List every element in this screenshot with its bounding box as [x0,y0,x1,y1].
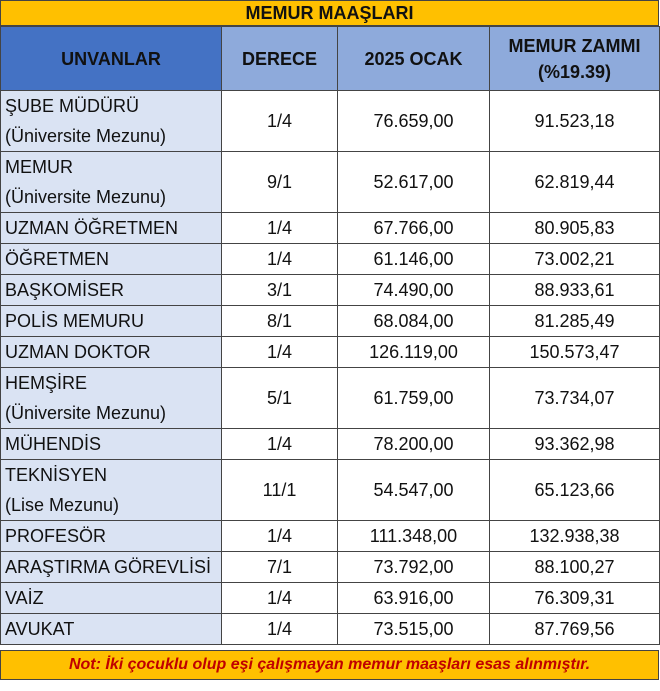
job-title: MEMUR [5,157,73,177]
raised-salary-cell: 73.002,21 [490,244,660,275]
table-row [1,460,660,521]
job-subtitle: (Üniversite Mezunu) [5,403,167,423]
job-title: MÜHENDİS [5,434,102,454]
salary-cell: 67.766,00 [338,213,490,244]
header-salary: 2025 OCAK [338,27,490,91]
grade-cell: 7/1 [222,552,338,583]
table-row [1,614,660,645]
job-title: UZMAN DOKTOR [5,342,151,362]
grade-cell: 1/4 [222,614,338,645]
job-title: VAİZ [5,588,44,608]
job-title: ŞUBE MÜDÜRÜ [5,96,140,116]
grade-cell: 9/1 [222,152,338,213]
job-title-cell [1,152,222,213]
table-row [1,337,660,368]
job-title-cell [1,460,222,521]
raised-salary-cell: 81.285,49 [490,306,660,337]
raised-salary-cell: 88.100,27 [490,552,660,583]
salary-cell: 126.119,00 [338,337,490,368]
raised-salary-cell: 150.573,47 [490,337,660,368]
header-raise-line2: (%19.39) [537,61,612,82]
job-title-cell [1,213,222,244]
salary-cell: 78.200,00 [338,429,490,460]
job-title-cell [1,521,222,552]
job-title: POLİS MEMURU [5,311,145,331]
job-title-cell [1,275,222,306]
job-title-cell [1,429,222,460]
table-row [1,583,660,614]
raised-salary-cell: 73.734,07 [490,368,660,429]
job-title-cell [1,337,222,368]
salary-cell: 52.617,00 [338,152,490,213]
sheet-title: MEMUR MAAŞLARI [0,0,659,26]
grade-cell: 5/1 [222,368,338,429]
grade-cell: 8/1 [222,306,338,337]
grade-cell: 3/1 [222,275,338,306]
job-title-cell [1,91,222,152]
table-row [1,306,660,337]
job-title-cell [1,368,222,429]
job-title-cell [1,614,222,645]
salary-cell: 54.547,00 [338,460,490,521]
header-title: UNVANLAR [1,27,222,91]
grade-cell: 1/4 [222,244,338,275]
salary-cell: 111.348,00 [338,521,490,552]
grade-cell: 1/4 [222,521,338,552]
raised-salary-cell: 132.938,38 [490,521,660,552]
salary-cell: 61.146,00 [338,244,490,275]
table-row [1,244,660,275]
raised-salary-cell: 80.905,83 [490,213,660,244]
raised-salary-cell: 88.933,61 [490,275,660,306]
table-row [1,521,660,552]
salary-cell: 61.759,00 [338,368,490,429]
job-title: ARAŞTIRMA GÖREVLİSİ [5,557,212,577]
header-raise-line1: MEMUR ZAMMI [508,35,641,56]
table-row [1,275,660,306]
job-title: HEMŞİRE [5,373,88,393]
table-row [1,152,660,213]
header-grade: DERECE [222,27,338,91]
grade-cell: 1/4 [222,91,338,152]
job-title-cell [1,583,222,614]
header-raise [490,27,660,91]
raised-salary-cell: 65.123,66 [490,460,660,521]
job-subtitle: (Üniversite Mezunu) [5,187,167,207]
job-subtitle: (Lise Mezunu) [5,495,120,515]
raised-salary-cell: 76.309,31 [490,583,660,614]
table-row [1,368,660,429]
grade-cell: 1/4 [222,429,338,460]
salary-cell: 73.792,00 [338,552,490,583]
salary-table-body [1,91,660,645]
raised-salary-cell: 91.523,18 [490,91,660,152]
job-title: UZMAN ÖĞRETMEN [5,218,178,238]
job-title: PROFESÖR [5,526,107,546]
salary-cell: 73.515,00 [338,614,490,645]
job-title-cell [1,244,222,275]
salary-cell: 74.490,00 [338,275,490,306]
job-title: AVUKAT [5,619,75,639]
header-row [1,27,660,91]
job-title-cell [1,552,222,583]
job-title-cell [1,306,222,337]
salary-table [0,26,660,645]
salary-cell: 76.659,00 [338,91,490,152]
table-row [1,429,660,460]
table-row [1,552,660,583]
raised-salary-cell: 87.769,56 [490,614,660,645]
salary-cell: 63.916,00 [338,583,490,614]
table-row [1,213,660,244]
job-title: BAŞKOMİSER [5,280,125,300]
raised-salary-cell: 93.362,98 [490,429,660,460]
grade-cell: 1/4 [222,583,338,614]
grade-cell: 1/4 [222,337,338,368]
job-title: TEKNİSYEN [5,465,108,485]
grade-cell: 11/1 [222,460,338,521]
footnote: Not: İki çocuklu olup eşi çalışmayan memur maaşları esas alınmıştır. [0,650,659,680]
salary-cell: 68.084,00 [338,306,490,337]
raised-salary-cell: 62.819,44 [490,152,660,213]
table-row [1,91,660,152]
job-title: ÖĞRETMEN [5,249,110,269]
grade-cell: 1/4 [222,213,338,244]
job-subtitle: (Üniversite Mezunu) [5,126,167,146]
